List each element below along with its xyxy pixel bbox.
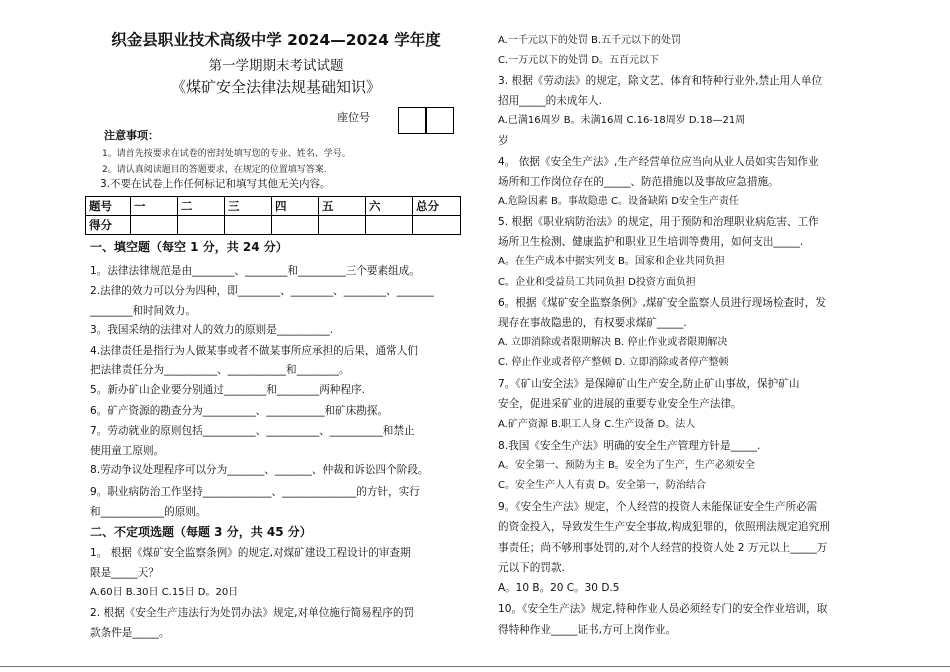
- page-bottom-divider: [0, 666, 950, 667]
- option-line: C.一万元以下的处罚 D。五百元以下: [498, 55, 660, 66]
- question-line: 5. 根据《职业病防治法》的规定，用于预防和治理职业病危害、工作: [498, 216, 819, 228]
- question-line: 的资金投入，导致发生生产安全事故,构成犯罪的，依照刑法规定追究刑: [498, 521, 830, 533]
- option-line: A。10 B。20 C。30 D.5: [498, 582, 620, 594]
- course-title: 《煤矿安全法律法规基础知识》: [170, 78, 381, 96]
- question-line: 8.劳动争议处理程序可以分为_______、_______、仲裁和诉讼四个阶段。: [90, 464, 429, 476]
- question-line: 和____________的原则。: [90, 506, 207, 518]
- note-item-3: 3.不要在试卷上作任何标记和填写其他无关内容。: [100, 178, 331, 190]
- question-line: 7。劳动就业的原则包括__________、__________、__________和禁止: [90, 425, 415, 437]
- question-line: 招用_____的未成年人.: [498, 95, 603, 107]
- question-line: 10。《安全生产法》规定,特种作业人员必须经专门的安全作业培训，取: [498, 603, 828, 615]
- question-line: 7。《矿山安全法》是保障矿山生产安全,防止矿山事故，保护矿山: [498, 378, 800, 390]
- option-line: C。安全生产人人有责 D。安全第一，防治结合: [498, 480, 706, 491]
- option-line: A.60日 B.30日 C.15日 D。20日: [90, 587, 239, 598]
- question-line: 6。根据《煤矿安全监察条例》,煤矿安全监察人员进行现场检查时，发: [498, 297, 826, 309]
- score-cell[interactable]: [319, 216, 366, 235]
- question-line: 9。《安全生产法》规定，个人经营的投资人未能保证安全生产所必需: [498, 501, 818, 513]
- notes-heading: 注意事项：: [104, 129, 159, 142]
- score-table-header-row: [86, 197, 461, 216]
- option-line: A。安全第一、预防为主 B。安全为了生产，生产必须安全: [498, 460, 755, 471]
- question-line: 6。矿产资源的勘查分为__________、___________和矿床勘探。: [90, 405, 389, 417]
- question-line: 安全，促进采矿业的进展的重要专业安全生产法律。: [498, 398, 742, 410]
- question-line: 事责任；尚不够刑事处罚的,对个人经营的投资人处 2 万元以上_____万: [498, 542, 828, 554]
- question-line: 把法律责任分为__________、___________和________。: [90, 364, 350, 376]
- score-cell[interactable]: [366, 216, 413, 235]
- exam-subtitle: 第一学期期末考试试题: [208, 58, 344, 74]
- question-line: 使用童工原则。: [90, 445, 165, 457]
- score-header-cell: 总分: [413, 197, 461, 216]
- question-line: 5。新办矿山企业要分别通过________和________两种程序.: [90, 384, 365, 396]
- option-line: A.危险因素 B。事故隐患 C。设备缺陷 D安全生产责任: [498, 196, 739, 207]
- score-cell[interactable]: [272, 216, 319, 235]
- note-item-2: 2。请认真阅读题目的答题要求，在规定的位置填写答案.: [102, 165, 327, 175]
- question-line: 9。职业病防治工作坚持_____________、______________的方针，实行: [90, 486, 420, 498]
- option-line: C。企业和受益员工共同负担 D投资方面负担: [498, 277, 696, 288]
- question-line: 3. 根据《劳动法》的规定，除文艺、体育和特种行业外,禁止用人单位: [498, 75, 823, 87]
- seat-box-1[interactable]: [398, 107, 427, 134]
- option-line: A。在生产成本中据实列支 B。国家和企业共同负担: [498, 256, 725, 267]
- question-line: 2. 根据《安全生产违法行为处罚办法》规定,对单位施行简易程序的罚: [90, 607, 415, 619]
- score-table: [85, 196, 461, 235]
- exam-title: 织金县职业技术高级中学 2024—2024 学年度: [111, 31, 441, 49]
- score-header-cell: 五: [319, 197, 366, 216]
- option-line: A.一千元以下的处罚 B.五千元以下的处罚: [498, 35, 682, 46]
- question-line: 场所卫生检测、健康监护和职业卫生培训等费用，如何支出_____.: [498, 236, 804, 248]
- option-line: A.已满16周岁 B。未满16周 C.16-18周岁 D.18—21周: [498, 115, 746, 126]
- score-header-cell: 题号: [86, 197, 131, 216]
- score-cell[interactable]: [413, 216, 461, 235]
- question-line: 2.法律的效力可以分为四种，即________、________、________、_______: [90, 285, 434, 297]
- question-line: ________和时间效力。: [90, 305, 196, 317]
- option-line: A.矿产资源 B.职工人身 C.生产设备 D。法人: [498, 419, 696, 430]
- question-line: 8.我国《安全生产法》明确的安全生产管理方针是_____.: [498, 440, 761, 452]
- section-heading-fill-blank: 一、填空题（每空 1 分，共 24 分）: [90, 240, 288, 254]
- score-table-row: [86, 216, 461, 235]
- question-line: 岁: [498, 135, 509, 147]
- score-header-cell: 二: [178, 197, 225, 216]
- score-cell[interactable]: [131, 216, 178, 235]
- question-line: 款条件是_____。: [90, 627, 170, 639]
- note-item-1: 1。请首先按要求在试卷的密封处填写您的专业、姓名、学号。: [102, 149, 351, 159]
- section-heading-choice: 二、不定项选题（每题 3 分，共 45 分）: [90, 525, 312, 539]
- score-header-cell: 六: [366, 197, 413, 216]
- question-line: 4.法律责任是指行为人做某事或者不做某事所应承担的后果，通常人们: [90, 345, 418, 357]
- option-line: C. 停止作业或者停产整顿 D. 立即消除或者停产整顿: [498, 357, 729, 368]
- score-cell[interactable]: [225, 216, 272, 235]
- question-line: 元以下的罚款.: [498, 562, 565, 574]
- score-header-cell: 一: [131, 197, 178, 216]
- score-row-label: 得分: [86, 216, 131, 235]
- question-line: 4。 依据《安全生产法》,生产经营单位应当向从业人员如实告知作业: [498, 156, 819, 168]
- question-line: 3。我国采纳的法律对人的效力的原则是__________.: [90, 324, 334, 336]
- seat-box-2[interactable]: [425, 107, 454, 134]
- question-line: 场所和工作岗位存在的_____、防范措施以及事故应急措施。: [498, 176, 779, 188]
- option-line: A. 立即消除或者限期解决 B. 停止作业或者限期解决: [498, 337, 728, 348]
- question-line: 1。 根据《煤矿安全监察条例》的规定,对煤矿建设工程设计的审查期: [90, 547, 411, 559]
- question-line: 得特种作业_____证书,方可上岗作业。: [498, 624, 677, 636]
- score-header-cell: 四: [272, 197, 319, 216]
- score-cell[interactable]: [178, 216, 225, 235]
- question-line: 现存在事故隐患的，有权要求煤矿_____.: [498, 317, 687, 329]
- question-line: 限是_____天？: [90, 567, 159, 579]
- seat-label: 座位号: [337, 111, 370, 124]
- question-line: 1。法律法律规范是由________、________和_________三个要素组成。: [90, 265, 420, 277]
- score-header-cell: 三: [225, 197, 272, 216]
